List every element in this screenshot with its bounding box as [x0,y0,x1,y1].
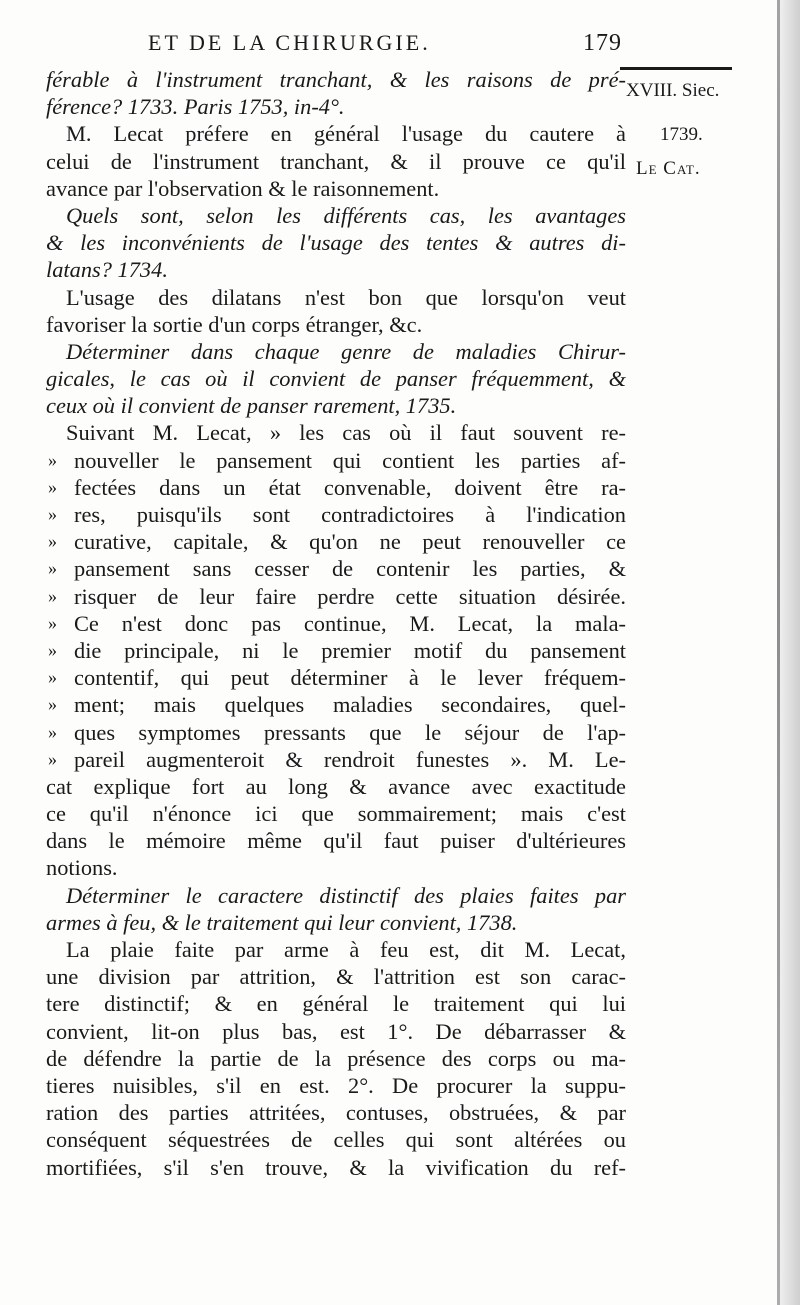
text-line: mortifiées, s'il s'en trouve, & la vivification du ref- [46,1154,626,1180]
text-line: ration des parties attritées, contuses, obstruées, & par [46,1100,626,1126]
text-line: » ques symptomes pressants que le séjour de l'ap- [46,719,626,746]
text-line: Déterminer le caractere distinctif des plaies faites par [66,882,626,908]
text-line: Déterminer dans chaque genre de maladies Chirur- [66,338,626,364]
text-line: convient, lit-on plus bas, est 1°. De débarrasser & [46,1018,626,1044]
body-text [46,66,626,1181]
text-line: Quels sont, selon les différents cas, les avantages [66,202,626,228]
text-line: dans le mémoire même qu'il faut puiser d'ultérieures [46,828,626,854]
text-line: férable à l'instrument tranchant, & les raisons de pré- [46,67,626,92]
text-line: L'usage des dilatans n'est bon que lorsqu'on veut [66,284,626,310]
text-line: avance par l'observation & le raisonnement. [46,175,440,201]
text-line: celui de l'instrument tranchant, & il prouve ce qu'il [46,148,626,174]
page-edge [780,0,800,1305]
text-line: notions. [46,855,118,881]
margin-note-author: Le Cat. [636,158,701,179]
text-line: » contentif, qui peut déterminer à le lever fréquem- [46,664,626,691]
text-line: favoriser la sortie d'un corps étranger, &c. [46,311,423,337]
text-line: cat explique fort au long & avance avec exactitude [46,773,626,799]
text-line: » pareil augmenteroit & rendroit funestes ». M. Le- [46,746,626,773]
text-line: de défendre la partie de la présence des corps ou ma- [46,1045,626,1071]
text-line: Suivant M. Lecat, » les cas où il faut souvent re- [66,420,626,446]
text-line: » risquer de leur faire perdre cette situation désirée. [46,583,626,610]
margin-note-century: XVIII. Siec. [626,80,720,101]
text-line: tere distinctif; & en général le traitement qui lui [46,991,626,1017]
text-line: ceux où il convient de panser rarement, 1735. [46,393,457,419]
margin-note-year: 1739. [660,124,703,145]
text-line: tieres nuisibles, s'il en est. 2°. De procurer la suppu- [46,1072,626,1098]
running-head [148,30,622,56]
text-line: une division par attrition, & l'attrition est son carac- [46,964,626,990]
text-line: ce qu'il n'énonce ici que sommairement; mais c'est [46,801,626,827]
text-line: » curative, capitale, & qu'on ne peut renouveller ce [46,528,626,555]
text-line: La plaie faite par arme à feu est, dit M. Lecat, [66,937,626,962]
text-line: » res, puisqu'ils sont contradictoires à l'indication [46,501,626,528]
text-line: latans? 1734. [46,257,168,283]
margin-rule [620,67,732,70]
text-line: » pansement sans cesser de contenir les parties, & [46,555,626,582]
text-line: » nouveller le pansement qui contient les parties af- [46,447,626,474]
running-head-title: ET DE LA CHIRURGIE. [148,30,431,55]
text-line: conséquent séquestrées de celles qui sont altérées ou [46,1127,626,1153]
text-line: » die principale, ni le premier motif du pansement [46,637,626,664]
text-line: » fectées dans un état convenable, doivent être ra- [46,474,626,501]
text-line: & les inconvénients de l'usage des tentes & autres di- [46,230,626,256]
text-line: » ment; mais quelques maladies secondaires, quel- [46,691,626,718]
text-line: » Ce n'est donc pas continue, M. Lecat, la mala- [46,610,626,637]
page-edge-line [777,0,780,1305]
page-number: 179 [583,30,622,56]
text-line: férence? 1733. Paris 1753, in-4°. [46,94,345,120]
text-line: M. Lecat préfere en général l'usage du cautere à [66,121,626,147]
text-line: armes à feu, & le traitement qui leur convient, 1738. [46,909,518,935]
text-line: gicales, le cas où il convient de panser fréquemment, & [46,366,626,392]
